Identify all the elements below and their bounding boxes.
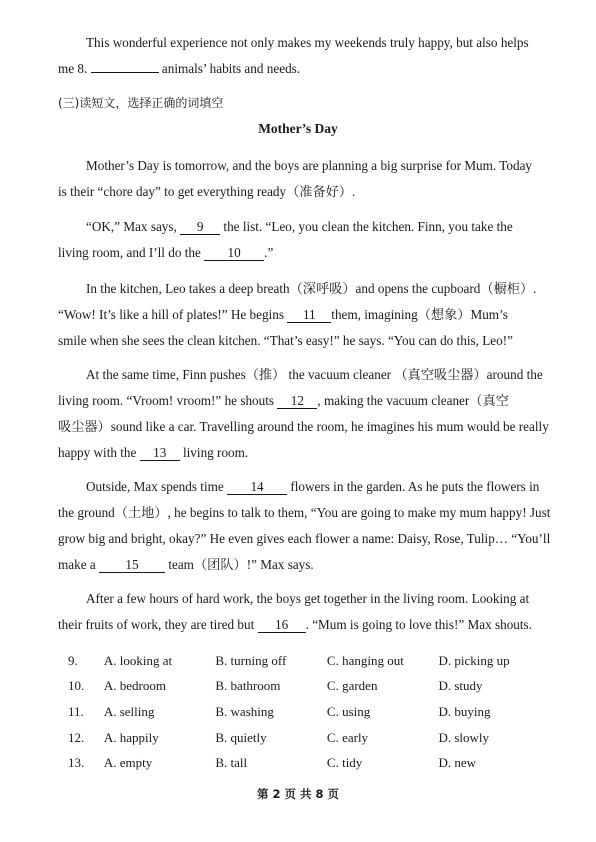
blank-16[interactable]: 16 — [258, 618, 306, 633]
option-11-c[interactable]: C. using — [326, 703, 371, 719]
option-12-a[interactable]: A. happily — [103, 729, 159, 745]
paragraph-5: Outside, Max spends time 14 flowers in the garden. As he puts the flowers in the ground（土地）, he begins to talk to them, “You are going to make my mum happy! Just grow big and bright, okay?” He even gives each flower a name: Daisy, Rose, Tulip… “You’ll make a 15 team（团队）!” Max says. — [58, 479, 551, 572]
option-12-c[interactable]: C. early — [326, 729, 369, 745]
option-11-a[interactable]: A. selling — [103, 703, 155, 719]
option-10-d[interactable]: D. study — [438, 678, 483, 694]
option-13-c[interactable]: C. tidy — [326, 755, 363, 771]
option-11-d[interactable]: D. buying — [438, 703, 491, 719]
section-title: (三)读短文，选择正确的词填空 — [58, 96, 224, 110]
page-number-footer: 第 2 页 共 8 页 — [256, 787, 340, 801]
paragraph-6: After a few hours of hard work, the boys get together in the living room. Looking at their fruits of work, they are tired but 16 . “Mum is going to love this!” Max shouts. — [58, 591, 532, 632]
blank-12[interactable]: 12 — [277, 394, 317, 409]
paragraph-1: Mother’s Day is tomorrow, and the boys are planning a big surprise for Mum. Today is their “chore day” to get everything ready（准备好）. — [58, 158, 533, 199]
intro-line-1: This wonderful experience not only makes my weekends truly happy, but also helps — [86, 35, 529, 50]
option-12-b[interactable]: B. quietly — [215, 729, 267, 745]
option-row-13: 13. A. empty B. tall C. tidy D. new — [68, 750, 548, 776]
blank-14[interactable]: 14 — [227, 480, 287, 495]
paragraph-4: At the same time, Finn pushes（推） the vacuum cleaner （真空吸尘器）around the living room. “Vroom! vroom!” he shouts 12 , making the vacuum cleaner（真空 吸尘器）sound like a car. Travelling around the room, he imagines his mum would be really happy with the 13 living room. — [58, 367, 549, 460]
blank-10[interactable]: 10 — [204, 246, 264, 261]
answer-options — [68, 648, 548, 776]
option-9-c[interactable]: C. hanging out — [326, 652, 404, 668]
story-title: Mother’s Day — [258, 121, 338, 136]
paragraph-3: In the kitchen, Leo takes a deep breath（深呼吸）and opens the cupboard（橱柜）. “Wow! It’s like a hill of plates!” He begins 11 them, imagining（想象）Mum’s smile when she sees the clean kitchen. “That’s easy!” he says. “You can do this, Leo!” — [58, 281, 537, 348]
option-13-a[interactable]: A. empty — [103, 755, 153, 771]
option-13-b[interactable]: B. tall — [215, 755, 248, 771]
option-12-d[interactable]: D. slowly — [438, 729, 489, 745]
blank-15[interactable]: 15 — [99, 558, 165, 573]
option-10-c[interactable]: C. garden — [326, 678, 378, 694]
intro-paragraph — [58, 30, 540, 82]
option-9-b[interactable]: B. turning off — [215, 652, 287, 668]
option-9-d[interactable]: D. picking up — [438, 652, 510, 668]
option-row-12: 12. A. happily B. quietly C. early D. slowly — [68, 725, 548, 751]
intro-line-2: me 8. animals’ habits and needs. — [58, 61, 301, 76]
paragraph-2: “OK,” Max says, 9 the list. “Leo, you clean the kitchen. Finn, you take the living room, and I’ll do the 10 .” — [58, 219, 513, 260]
option-row-11: 11. A. selling B. washing C. using D. buying — [68, 699, 548, 725]
option-13-d[interactable]: D. new — [438, 755, 476, 771]
option-11-b[interactable]: B. washing — [215, 703, 274, 719]
blank-8[interactable] — [91, 72, 159, 73]
option-row-9: 9. A. looking at B. turning off C. hanging out D. picking up — [68, 648, 548, 674]
option-9-a[interactable]: A. looking at — [103, 652, 173, 668]
blank-11[interactable]: 11 — [287, 308, 331, 323]
blank-13[interactable]: 13 — [140, 446, 180, 461]
blank-9[interactable]: 9 — [180, 220, 220, 235]
option-10-a[interactable]: A. bedroom — [103, 678, 166, 694]
option-row-10: 10. A. bedroom B. bathroom C. garden D. study — [68, 674, 548, 700]
option-10-b[interactable]: B. bathroom — [215, 678, 281, 694]
